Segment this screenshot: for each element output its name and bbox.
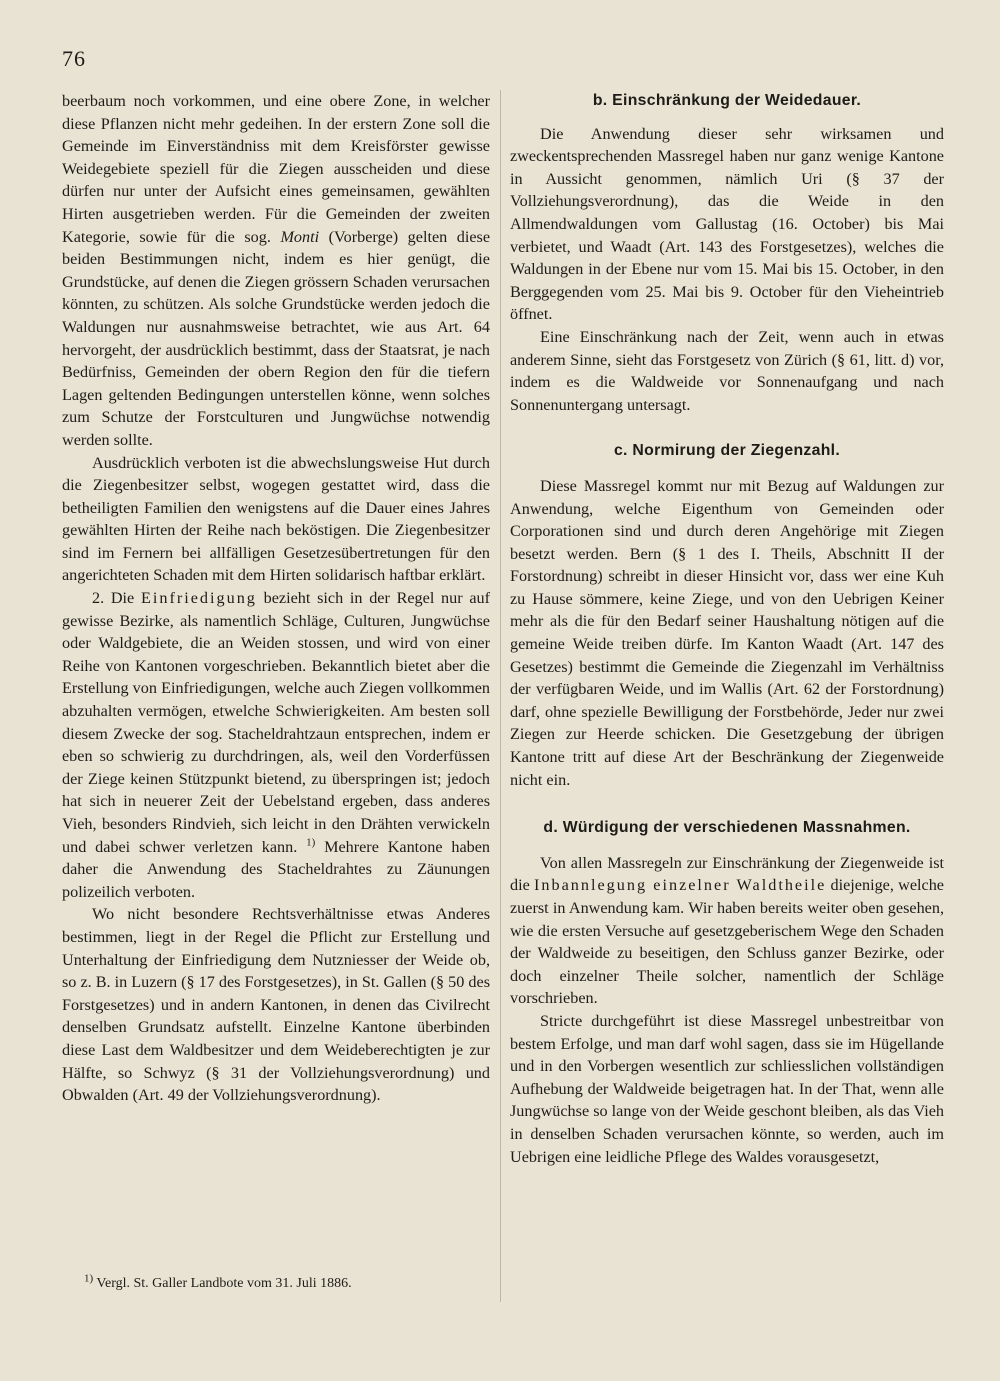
spaced-term: Inbannlegung einzelner Waldtheile (534, 876, 827, 895)
footnote-mark: 1) (84, 1272, 94, 1285)
right-column (510, 90, 944, 1168)
italic-term: Monti (280, 227, 320, 246)
section-heading-b: b. Einschränkung der Weidedauer. (592, 92, 862, 109)
paragraph: Von allen Massregeln zur Einschränkung der Ziegenweide ist die Inbannlegung einzelner Waldtheile diejenige, welche zuerst in Anwendung kam. Wir haben bereits weiter oben gesehen, wie die ersten Versuche auf gesetzgeberischem Wege den Schaden der Waldweide zu beseitigen, den Schluss ganzer Bezirke, oder doch einzelner Theile solcher, namentlich der Schläge vorschrieben. (510, 853, 944, 1008)
paragraph: Die Anwendung dieser sehr wirksamen und zweckentsprechenden Massregel haben nur ganz wenige Kantone in Aussicht genommen, nämlich Uri (§ 37 der Vollziehungsverordnung), das die Weide in den Allmendwaldungen vom Gallustag (16. October) bis Mai verbietet, und Waadt (Art. 143 des Forstgesetzes), welches die Waldungen in der Ebene nur vom 15. Mai bis 15. October, in den Berggegenden vom 25. Mai bis 9. October für den Vieheintrieb öffnet. (510, 124, 944, 324)
paragraph: Eine Einschränkung nach der Zeit, wenn auch in etwas anderem Sinne, sieht das Forstgesetz von Zürich (§ 61, litt. d) vor, indem es die Waldweide vor Sonnenaufgang und nach Sonnenuntergang untersagt. (510, 327, 944, 414)
spaced-term: Einfriedigung (140, 589, 257, 608)
section-heading-d: d. Würdigung der verschiedenen Massnahmen. (543, 819, 911, 837)
footnote (84, 1272, 352, 1292)
paragraph: Ausdrücklich verboten ist die abwechslungsweise Hut durch die Ziegenbesitzer selbst, wogegen gestattet wird, dass die betheiligten Familien den wenigstens auf die Dauer eines Jahres gewählten Hirten der Reihe nach beköstigen. Die Ziegenbesitzer sind im Fernern bei allfälligen Gesetzesübertretungen für den angerichteten Schaden mit dem Hirten solidarisch haftbar erklärt. (62, 453, 490, 585)
footnote-reference[interactable]: 1) (306, 836, 316, 849)
paragraph: Diese Massregel kommt nur mit Bezug auf Waldungen zur Anwendung, welche Eigenthum von Gemeinden oder Corporationen sind und durch deren Angehörige mit Ziegen besetzt werden. Bern (§ 1 des I. Theils, Abschnitt II der Forstordnung) schreibt in dieser Hinsicht vor, dass wer eine Kuh zu Hause sömmere, keine Ziege, und von den Uebrigen Keiner mehr als die für den Bedarf seiner Haushaltung nötigen auf die gemeine Weide treiben dürfe. Im Kanton Waadt (Art. 147 des Gesetzes) bestimmt die Gemeinde die Ziegenzahl im Verhältniss der verfügbaren Weide, und im Wallis (Art. 62 der Forstordnung) darf, ohne spezielle Bewilligung der Forstbehörde, Jeder nur zwei Ziegen zur Heerde schicken. Die Gesetzgebung der übrigen Kantone tritt auf diese Art der Beschränkung der Ziegenweide nicht ein. (510, 476, 944, 789)
paragraph: beerbaum noch vorkommen, und eine obere Zone, in welcher diese Pflanzen nicht mehr gedeihen. In der erstern Zone soll die Gemeinde im Einverständniss mit dem Kreisförster gewisse Weidegebiete speziell für die Ziegen ausscheiden und diese dürfen nur unter der Aufsicht eines gemeinsamen, gewählten Hirten ausgetrieben werden. Für die Gemeinden der zweiten Kategorie, sowie für die sog. Monti (Vorberge) gelten diese beiden Bestimmungen nicht, indem es hier genügt, die Grundstücke, auf denen die Ziegen grössern Schaden verursachen könnten, zu schützen. Als solche Grundstücke werden jedoch die Waldungen nur ausnahmsweise betrachtet, wie aus Art. 64 hervorgeht, der ausdrücklich bestimmt, dass der Staatsrat, je nach Bedürfniss, Gemeinden der obern Region den für die tiefern Lagen geltenden Bedingungen unterstellen könne, wenn solches zum Schutze der Forstculturen und Jungwüchse notwendig werden sollte. (62, 92, 491, 449)
column-divider (500, 90, 501, 1302)
footnote-text: Vergl. St. Galler Landbote vom 31. Juli 1886. (96, 1276, 352, 1291)
paragraph: Stricte durchgeführt ist diese Massregel unbestreitbar von bestem Erfolge, und man darf wohl sagen, dass sie im Hügellande und in den Vorbergen wesentlich zur schliesslichen vollständigen Aufhebung der Waldweide beigetragen hat. In der That, wenn alle Jungwüchse so lange von der Weide geschont bleiben, als das Vieh in denselben Schaden verursachen könnte, so werden, auch im Uebrigen eine leidliche Pflege des Waldes vorausgesetzt, (510, 1011, 944, 1166)
page-number: 76 (62, 46, 86, 71)
paragraph: 2. Die Einfriedigung bezieht sich in der Regel nur auf gewisse Bezirke, als namentlich Schläge, Culturen, Jungwüchse oder Waldgebiete, die an Weiden stossen, und wird von einer Reihe von Kantonen vorgeschrieben. Bekanntlich bietet aber die Erstellung von Einfriedigungen, welche auch Ziegen vollkommen abzuhalten vermögen, etwelche Schwierigkeiten. Am besten soll diesem Zwecke der sog. Stacheldrahtzaun entsprechen, indem er eben so schwierig zu durchdringen, als, weil den Vorderfüssen der Ziege keinen Stützpunkt bietend, zu überspringen ist; jedoch hat sich in neuerer Zeit der Uebelstand ergeben, dass anderes Vieh, besonders Rindvieh, sich leicht in den Drähten verwickeln und dabei schwer verletzen kann. $^{1)}$ Mehrere Kantone haben daher die Anwendung des Stacheldrahtes zu Zäunungen polizeilich verboten. (62, 589, 491, 901)
section-heading-c: c. Normirung der Ziegenzahl. (613, 442, 841, 460)
paragraph: Wo nicht besondere Rechtsverhältnisse etwas Anderes bestimmen, liegt in der Regel die Pflicht zur Erstellung und Unterhaltung der Einfriedigung dem Nutzniesser der Weide ob, so z. B. in Luzern (§ 17 des Forstgesetzes), in St. Gallen (§ 50 des Forstgesetzes) und in andern Kantonen, in denen das Civilrecht denselben Grundsatz aufstellt. Einzelne Kantone überbinden diese Last dem Waldbesitzer und dem Weideberechtigten je zur Hälfte, so Schwyz (§ 31 der Vollziehungsverordnung) und Obwalden (Art. 49 der Vollziehungsverordnung). (62, 905, 490, 1105)
left-column (62, 90, 490, 1107)
